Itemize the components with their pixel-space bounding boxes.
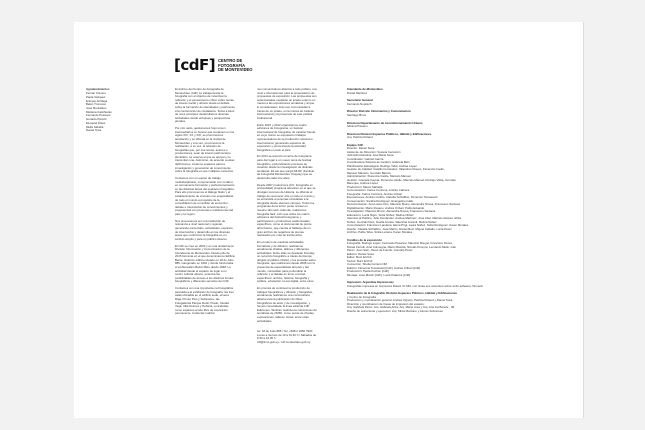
agradecimientos-name: Paola Vázquez <box>86 94 106 99</box>
autoridad: Secretario General Fernando Nopitsch <box>347 98 373 106</box>
paragraph: Por otro vado, gestionamos hojo tomon intermediarios en buscar que contamos en los siglos XIX, XX y XXI; se promovemos ampliación y se difunda en la ciudad de Montevideo y a la vez, promovemos la realización, a su vez, la reflexión de fotografías que, por sus temas, autores o producciones, sean de interés patrimonial e identitario, se reserva el que se apoyan y lo transmitan una. Asimismo, de acuerdo a estas definiciones, creamos espacios para la investigación y generación de conocimiento sobre la fotografía en sus múltiples contextos. <box>175 126 235 174</box>
autoridad: Directora Departamento de Acondicionamiento Urbano Silvana Pissano <box>347 120 423 129</box>
agradecimientos-name: Mella Sabella <box>86 124 104 129</box>
body-column-2 <box>257 88 317 326</box>
autoridad: Director División Información y Comunicación Santiago Bruni <box>347 109 411 117</box>
paragraph: El CdF se creó en 2002 y es una unidad de la División Información y Comunicación de la Intendencia de Montevideo. Desde julio de 2015 funciona en el que denominamos Edificio Bazar, histórico edificio situado en 18 de Julio 885, inaugurado en 1932 y donde funcionaba el emblemático Bazar Mitre desde 1948. La actividad desde el espacio de lugar a un centro cultural urbano, potencia las posibilidades de acceso a los distintos fondos fotográficos y diferentes servicios del CdF. <box>175 243 235 284</box>
address-line: Av. 18 de Julio 885 / Tel. +598 2 1950 7900 <box>257 329 313 333</box>
agradecimientos <box>86 88 148 133</box>
paragraph: En 2014 se anunció el cierre de fotograma para dar lugar a un nuevo tema de festival fotográfico, profundizando procesos de creación desde la investigación de distintas temáticas. Es así que surgió MUFF (Festival de Fotografía Montevideo Uruguay) que se desarrolla cada tres años. <box>257 154 314 181</box>
paragraph: El archivo del Centro de Fotografía de Montevideo (CdF) se trabaja desde la fotografía con el objetivo de incentivar la reflexión y el pensamiento crítico sobre temas de interés social y urbano desde el debate sobre la formación de identidades y patrimonio a la construcción de ciudadanía. Todos a favor de unos principios desarrollamos diversas actividades desde enfoques y perspectivas plurales. <box>175 87 235 124</box>
autoridad: Directora División Espacios Públicos, Hábitat y Edificaciones Arq. Patricia Roland <box>347 131 432 140</box>
paragraph: Entre 2007 y 2012 organizamos cuatro ediciones de Fotograma, un festival internacional de fotografía, de carácter bienal, en cuyo marco se expusieron trabajos representativos de la producción nacional e internacional, generando espacios de exposición y promoviendo la actividad fotográfica en todo el país. <box>257 122 316 152</box>
agradecimientos-name: José Montaldeo <box>86 106 107 111</box>
agradecimientos-name: Fernando Pesaresi <box>86 113 111 118</box>
agradecimientos-title: Agradecimientos <box>86 87 110 91</box>
logo-mark: [cdF] <box>174 56 216 74</box>
email-web-line: cdf@imm.gub.uy / cdf.montevideo.gub.uy <box>257 339 311 344</box>
paragraph: Contamos con una importante red fotográfica asociada a la exhibición de fotografía: las tres salas ubicadas en el edificio sede, «Fuera Raja, Primer Piso y Subsuelo», las Fotogalerías Parque Rodó, Prado, Ciudad Vieja, Villa Dolores y Peñarol, concebidas como espacios al aire libre de exposición permanente. Cuida dar realizar <box>175 286 234 316</box>
agradecimientos-name: Mariana Castiñeiras <box>86 109 112 114</box>
credits-column <box>347 88 569 317</box>
paragraph: nos comunicativos abiertos a todo público, sus nivel e internacional, para la presentación de propuestas de exposición. Las propuestas son seleccionadas mediante un jurado externo en manos a las exposiciones temáticas y al que lo considerasen; todo son comunicadas a través de un jurado, en la misma de carácter internacional y la presencia de este política institucional. <box>257 87 317 120</box>
agradecimientos-name: Daniel Tosa <box>86 128 102 133</box>
hours-line: Lunes a viernes de 10 a 19.30 h / Sábados de 9.30 a 16.30 h <box>257 332 317 341</box>
body-column-1 <box>175 88 235 319</box>
autoridad: Intendente de Montevideo Daniel Martínez <box>347 87 383 95</box>
paragraph: Contamos con un equipo de trabajo multidisciplinario, comprometido con su labor, en permanente formación y perfeccionamiento en las distintas áreas del quehacer fotográfico. Para ello promovemos el diálogo fluido y el establecimiento de vínculos con especialistas de todo el mundo a propósito de la consolidación de un ámbito de encuentro, debate e intercambio de conocimientos y experiencias con personas e instituciones del país y la región. <box>175 176 235 216</box>
realizacion: Realización de la fotografía: División Espacios Públicos, Hábitat y Edificaciones y Centro de Fotografía Producción y coordinación general: Andrea Vignolo, Patricia Roland y Daniel Sosa Dirección y coordinación de líneas de impresión del espacio: Arq. Gabriela Pérez, Arq. Gabriela Ariza, Arq. María José y Arq. Ana Lía Bosole · IM Diseño de estructuras y ejecución: Arq. Silvia Montano y Alonso Soliverses <box>347 292 458 313</box>
creditos-exposicion: Créditos de la exposición Fotografía: Rodrigo López, Fernando Pesaresi, Mauricio Bouyat, Francisco Flores, Daniel Ferrelli, Ariel Colmegna, Mario Marotta, Nicolás Pereyra, Leonardo Mello, Iván Pérez, Juan Saiz, Jhoan de Fuentti, Gonzalo Pérez Edición: Daniel Sosa Editor: Buró El Pub Textos: Buró El Pub Corrección: Sheila Cortazo NM Edición: Florencia Tomassetti [CdF], Andrés Cribari [CdF] Producción: Paola Kochen [CdF] Montaje: José Martín [CdF], Lucía Palacios [CdF] <box>347 239 569 278</box>
contact-info <box>257 330 319 344</box>
paragraph: Nos proponemos ser una institución de referencia a nivel nacional y regional, generando contenidos, actividades, espacios de intercambio y desarrollo en las diversas áreas que conforman la fotografía en un sentido amplio y para un público diverso. <box>175 218 233 241</box>
logo-name: CENTRO DE FOTOGRAFÍA DE MONTEVIDEO <box>218 58 253 73</box>
agradecimientos-name: Belén Troncoso <box>86 102 107 107</box>
agradecimientos-name: Ezequiel Filiesi <box>86 120 106 125</box>
equipo-cdf: Equipo CdF Director: Daniel Sosa Asistente de Dirección: Susana Centurión Jefa Administrativa: Ana María Sosa Coordinador: Gabriel García Coordinadora Sistema de Gestión: Gabriela Belo Planificación Estratégica: Rodrigo Vidal, Andrea López Gestión de Calidad: Castillo Fernández, Valentina Chaves, Florencia Cuello, Marcelo Maneiro, Gonzalo Barrios Administración: Florencia Castle, Marcelo Manuel Gestión: Graciela Cayota, Florencia Castle, Marcelo Manuel, Rodrigo Vilela, Gonzalo Banerjee, Andrea López Producción: Mauro Martella Comunicación: Carlos Contrera, Andrés Cabrera Fotografía: Carlos Contrera, Andrés Cribari Exposiciones: Andrés Cuitiño, Claudia Schiaffino, Florencia Tomassetti Conservación: Sandra Rodríguez, Evangelina Gallo Documentación: Ana Laura Cirio, Mauricio Bruno, Alexandra Nóvoa, Francesco Santana Digitalización: Mario Rosano, Andrés Cribari, Pablo Eduardo Investigación: Mauricio Bruno, Alexandra Nóvoa, Francesco Santana Educación: Lucía Nigro, Sofía Núñez, Melina Núñez Atención al Público: Julio Fernández, Andrea Martínez, José Abel, Marcelo Alvarez, Erika Núñez, Gonzalo Ruiz, Noelia Acosta, Valentina Luzardi, Melina Núñez Comunicación: Francisco Landeira, Elena Pirgi, Laura Núñez, Sofía Rodríguez, Karen Morales Diseño: Claudia Schiaffino, José Martín, Daniel Ruiz, Miguel Caballo, Lucía Pérez Archivo: Pablo Silva, Sintia Lezana, Karen Morales <box>347 144 569 235</box>
paragraph: En procura de continuar la producción de trabajos fotográficos y difusión y fotógrafos, anualmente realizamos una convocatoria abierta para la publicación de libros fotográficos de autor y de investigación, y hemos consolidado la línea editorial CdF Ediciones. También realizamos colecciones de temáticas de OMIFI, como pocas de charlas, exposiciones, talleres, ferias, entre otras actividades. <box>257 286 317 323</box>
agradecimientos-name: Gerardo Pierotti <box>86 117 107 122</box>
agradecimientos-name: Fernán Cisnero <box>86 91 106 96</box>
cdf-logo <box>174 58 252 73</box>
impresion: Impresión: Argentina Impresiones Fotografías impresas en Impresora Rolant XJ 640, con tintas eco solventes sobre vinilo adhesivo Vinmetic <box>347 281 484 288</box>
creditos-title: Créditos de la exposición <box>347 237 383 242</box>
paragraph: En el marco de nuestras actividades formativas y de difusión, realizamos anualmente charlas, talleres y diferentes actividades. Entre ellas se destacan Fotoday, un recorrido fotográfico a través del tiempo dirigido al público infantil, y los sematas sobre fotografía, que realizamos desde 2008 con la presencia de especialistas del país y del mundo, consolidan para profundizar la reflexión y el debate en torno a temas específicos: archivo, historia, fotografía y política, educación, la era digital, entre otros. <box>257 239 316 284</box>
paragraph: Desde 2007 producimos [CU: Fotografía en profundidad] programa televisivo en el que se divulgan recursos de Historia, se difunde el trabajo de reconocer arte en todo el mundo y se entrevista a personas vinculadas a la fotografía desde diversos campos. Todos los programas de la tercer poder revisar en nuestro sitio web. Además, realizamos fotografía fácil, ciclo que cubre los cuatro ediciones del festival Fotograma, y participamos y producimos audiovisuales específicos, como el documental de pivote ahrel banco, que cuenta el hallazgo de un gran archivo de negativos de prensa rastreados por más de treinta años. <box>257 182 316 238</box>
agradecimientos-name: Enrique Arrillaga <box>86 98 108 103</box>
equipo-title: Equipo CdF <box>347 142 364 147</box>
